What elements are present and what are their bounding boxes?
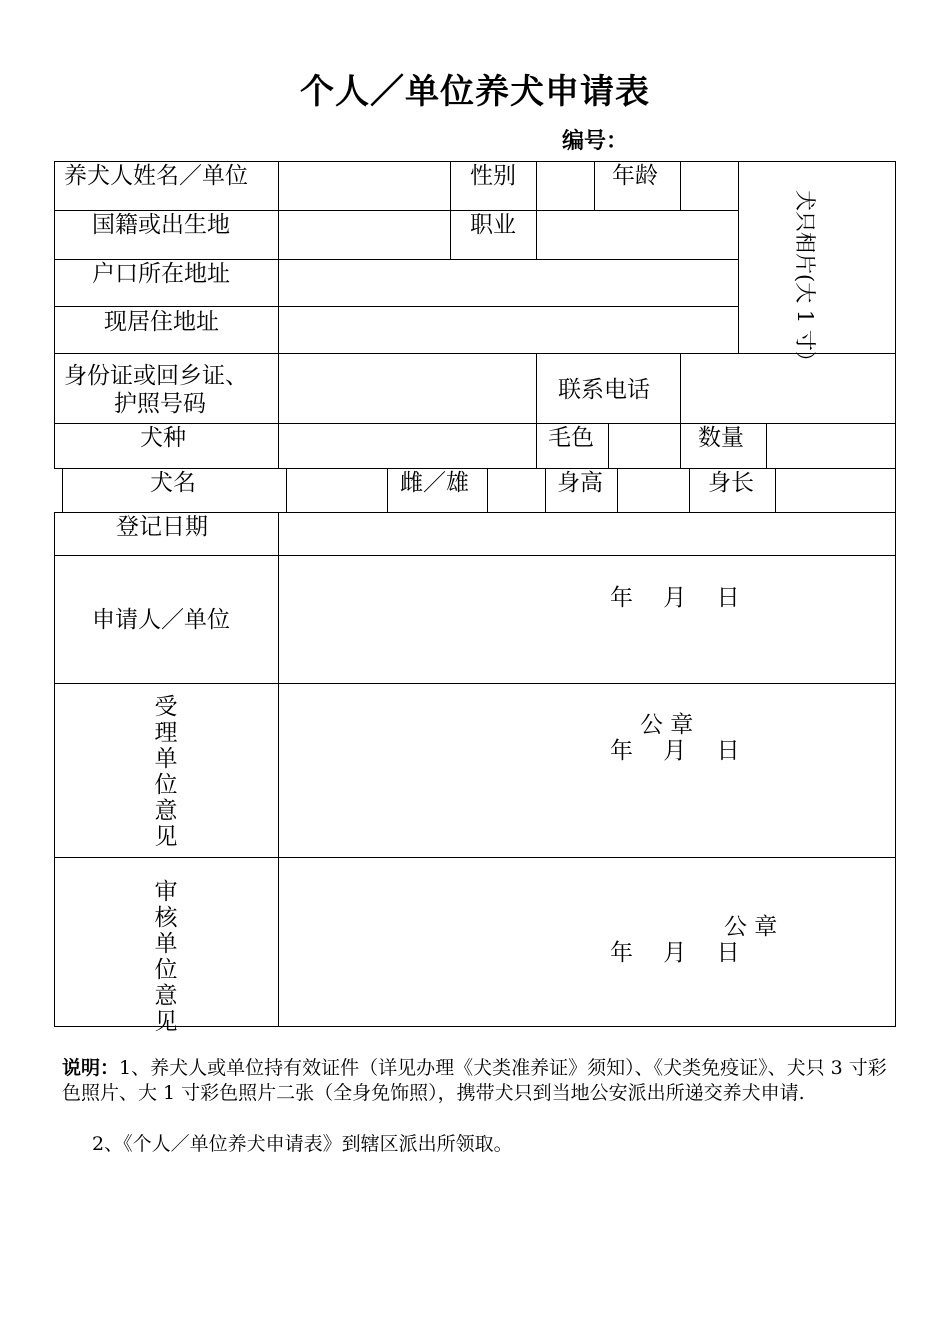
dog-sex-label: 雌／雄 — [400, 470, 469, 496]
notes-line-2: 2、《个人／单位养犬申请表》到辖区派出所领取。 — [92, 1133, 513, 1155]
dog-photo-label: 犬只相片(大 1 寸） — [793, 190, 817, 372]
review-seal: 公 章 — [724, 914, 778, 940]
phone-label: 联系电话 — [558, 377, 650, 403]
height-label: 身高 — [557, 470, 603, 496]
notes-line-1: 1、养犬人或单位持有效证件（详见办理《犬类准养证》须知）、《犬类免疫证》、犬只 3 寸彩色照片、大 1 寸彩色照片二张（全身免饰照），携带犬只到当地公安派出所递交养犬申请. — [62, 1057, 887, 1104]
household-address-label: 户口所在地址 — [92, 261, 230, 287]
review-date: 年 月 日 — [610, 940, 740, 966]
current-address-label: 现居住地址 — [104, 309, 219, 335]
dog-name-label: 犬名 — [150, 470, 196, 496]
id-number-label-line2: 护照号码 — [114, 391, 206, 417]
breed-label: 犬种 — [140, 425, 186, 451]
dog-photo-area — [792, 190, 842, 372]
nationality-label: 国籍或出生地 — [92, 212, 230, 238]
notes-paragraph-1 — [62, 1056, 898, 1106]
coat-color-label: 毛色 — [548, 425, 594, 451]
review-opinion-label: 审核单位意见 — [154, 879, 178, 1035]
notes-label: 说明： — [62, 1057, 120, 1079]
serial-number-label: 编号： — [562, 128, 629, 154]
age-label: 年龄 — [612, 163, 658, 189]
quantity-label: 数量 — [698, 425, 744, 451]
accept-opinion-label: 受理单位意见 — [154, 694, 178, 850]
id-number-label-line1: 身份证或回乡证、 — [64, 363, 248, 389]
occupation-label: 职业 — [470, 212, 516, 238]
applicant-date: 年 月 日 — [610, 585, 740, 611]
accept-date: 年 月 日 — [610, 738, 740, 764]
applicant-label: 申请人／单位 — [92, 607, 230, 633]
form-title: 个人／单位养犬申请表 — [300, 72, 650, 112]
length-label: 身长 — [708, 470, 754, 496]
gender-label: 性别 — [470, 163, 516, 189]
register-date-label: 登记日期 — [116, 514, 208, 540]
owner-name-label: 养犬人姓名／单位 — [64, 163, 248, 189]
accept-seal: 公 章 — [640, 712, 694, 738]
